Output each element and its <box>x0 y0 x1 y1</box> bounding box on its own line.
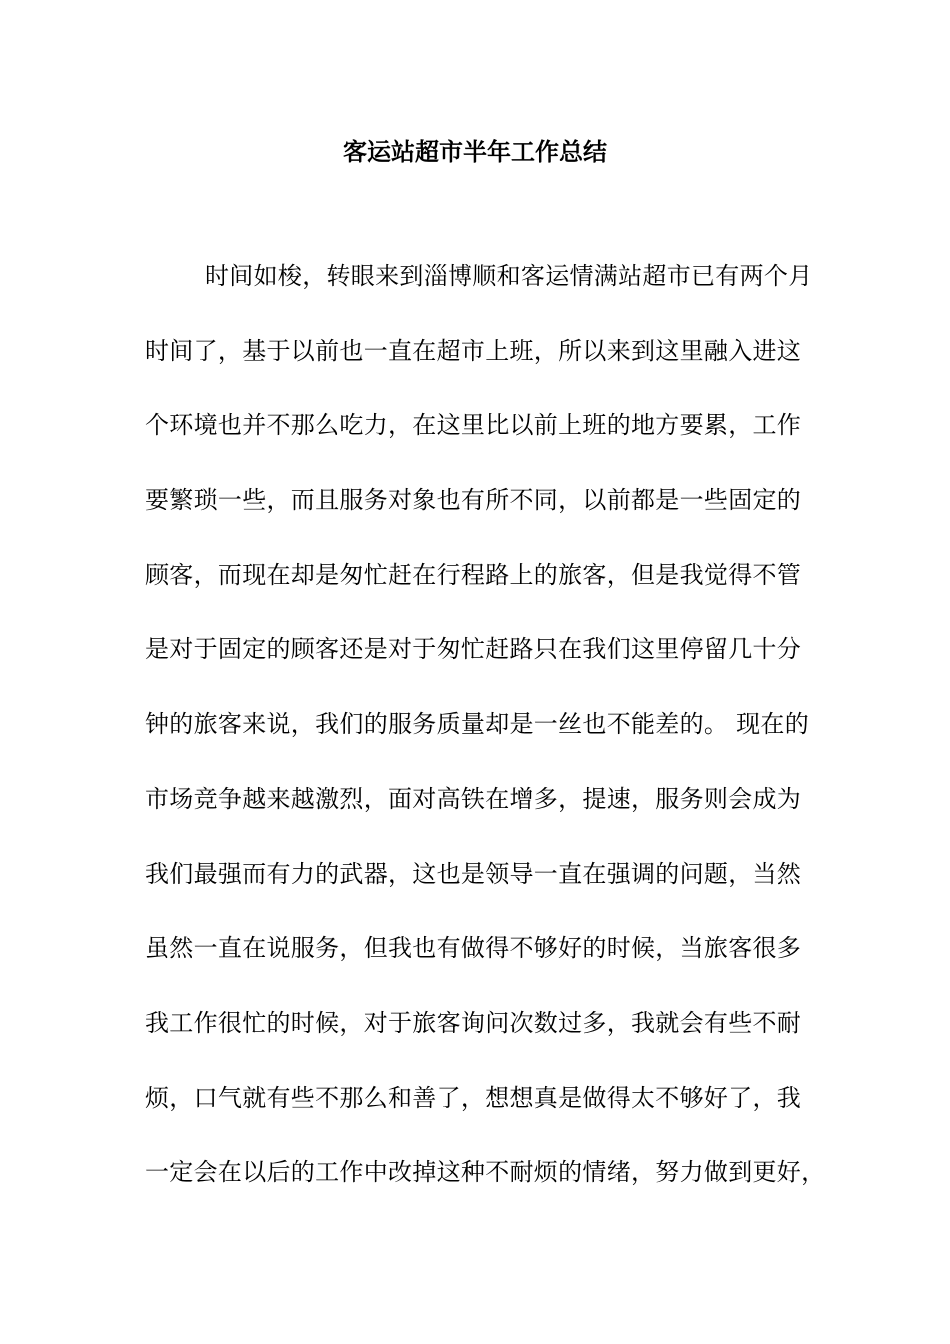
body-line: 时间如梭，转眼来到淄博顺和客运情满站超市已有两个月 <box>205 262 813 290</box>
document-body <box>145 256 826 1227</box>
body-line: 顾客，而现在却是匆忙赶在行程路上的旅客，但是我觉得不管 <box>145 560 802 589</box>
document-title: 客运站超市半年工作总结 <box>343 137 607 166</box>
body-line: 个环境也并不那么吃力，在这里比以前上班的地方要累，工作 <box>145 411 802 440</box>
body-line: 一定会在以后的工作中改掉这种不耐烦的情绪，努力做到更好， <box>145 1158 826 1187</box>
body-line: 烦，口气就有些不那么和善了，想想真是做得太不够好了，我 <box>145 1083 802 1112</box>
body-line: 是对于固定的顾客还是对于匆忙赶路只在我们这里停留几十分 <box>145 635 802 664</box>
body-line: 市场竞争越来越激烈，面对高铁在增多，提速，服务则会成为 <box>145 784 802 813</box>
body-line: 钟的旅客来说，我们的服务质量却是一丝也不能差的。 现在的 <box>145 710 810 739</box>
body-line: 时间了，基于以前也一直在超市上班，所以来到这里融入进这 <box>145 336 802 365</box>
body-line: 我工作很忙的时候，对于旅客询问次数过多，我就会有些不耐 <box>145 1008 802 1037</box>
body-line: 虽然一直在说服务，但我也有做得不够好的时候，当旅客很多 <box>145 934 802 963</box>
body-line: 我们最强而有力的武器，这也是领导一直在强调的问题，当然 <box>145 859 802 888</box>
body-line: 要繁琐一些，而且服务对象也有所不同，以前都是一些固定的 <box>145 486 802 515</box>
